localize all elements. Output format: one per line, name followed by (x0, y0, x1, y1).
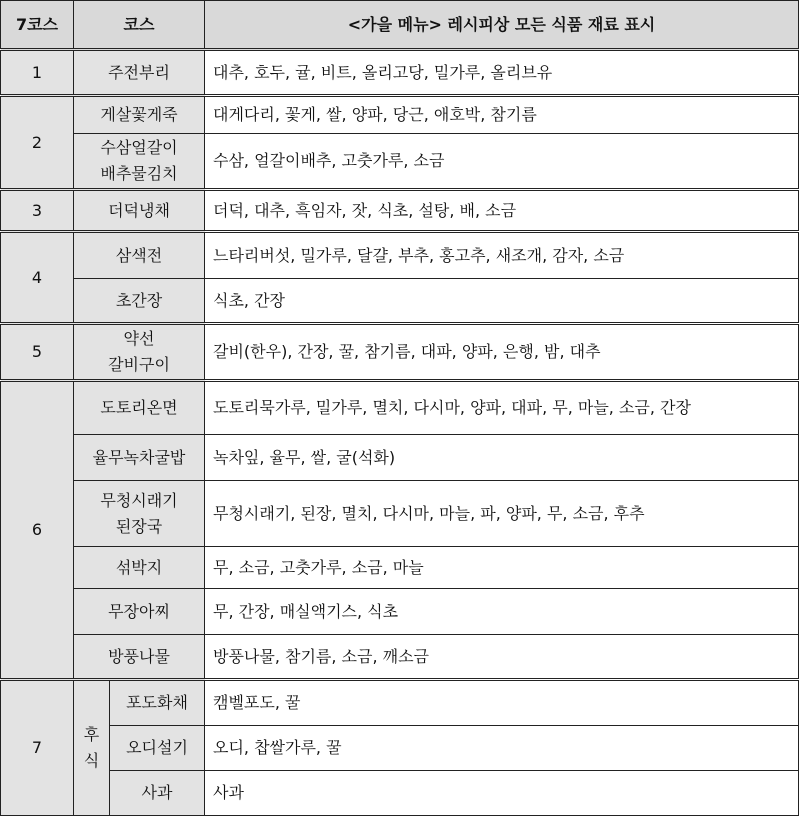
ingredients-cell: 대게다리, 꽃게, 쌀, 양파, 당근, 애호박, 참기름 (205, 96, 799, 134)
dish-name: 주전부리 (74, 50, 205, 96)
dish-name: 오디설기 (110, 726, 205, 771)
table-header-row (1, 1, 799, 50)
dish-name: 삼색전 (74, 232, 205, 279)
dish-name: 게살꽃게죽 (74, 96, 205, 134)
header-name: 코스 (74, 1, 205, 50)
table-row (1, 435, 799, 481)
ingredients-cell: 도토리묵가루, 밀가루, 멸치, 다시마, 양파, 대파, 무, 마늘, 소금, 간장 (205, 381, 799, 435)
dish-name: 도토리온면 (74, 381, 205, 435)
table-row (1, 726, 799, 771)
dish-name: 무장아찌 (74, 589, 205, 635)
course-number: 4 (1, 232, 74, 324)
table-row (1, 96, 799, 134)
ingredients-cell: 갈비(한우), 간장, 꿀, 참기름, 대파, 양파, 은행, 밤, 대추 (205, 324, 799, 381)
dessert-group-label: 후식 (74, 680, 110, 816)
table-row (1, 232, 799, 279)
ingredients-cell: 수삼, 얼갈이배추, 고춧가루, 소금 (205, 134, 799, 190)
dish-name: 율무녹차굴밥 (74, 435, 205, 481)
ingredients-cell: 더덕, 대추, 흑임자, 잣, 식초, 설탕, 배, 소금 (205, 190, 799, 232)
table-row (1, 134, 799, 190)
course-number: 6 (1, 381, 74, 680)
dish-name: 섞박지 (74, 547, 205, 589)
ingredients-cell: 사과 (205, 771, 799, 816)
header-course: 7코스 (1, 1, 74, 50)
course-number: 2 (1, 96, 74, 190)
ingredients-cell: 무청시래기, 된장, 멸치, 다시마, 마늘, 파, 양파, 무, 소금, 후추 (205, 481, 799, 547)
dish-name: 무청시래기 된장국 (74, 481, 205, 547)
table-row (1, 279, 799, 324)
course-number: 3 (1, 190, 74, 232)
course-number: 1 (1, 50, 74, 96)
table-row (1, 381, 799, 435)
dish-name: 수삼얼갈이 배추물김치 (74, 134, 205, 190)
table-row (1, 481, 799, 547)
table-row (1, 190, 799, 232)
table-row (1, 771, 799, 816)
dish-name: 약선 갈비구이 (74, 324, 205, 381)
dish-name: 초간장 (74, 279, 205, 324)
ingredients-cell: 방풍나물, 참기름, 소금, 깨소금 (205, 635, 799, 680)
ingredients-cell: 오디, 찹쌀가루, 꿀 (205, 726, 799, 771)
table-row (1, 50, 799, 96)
table-row (1, 324, 799, 381)
course-number: 5 (1, 324, 74, 381)
dish-name: 사과 (110, 771, 205, 816)
dish-name: 더덕냉채 (74, 190, 205, 232)
table-row (1, 547, 799, 589)
header-ingredients: <가을 메뉴> 레시피상 모든 식품 재료 표시 (205, 1, 799, 50)
dish-name: 방풍나물 (74, 635, 205, 680)
table-row (1, 680, 799, 726)
ingredients-cell: 느타리버섯, 밀가루, 달걀, 부추, 홍고추, 새조개, 감자, 소금 (205, 232, 799, 279)
ingredients-cell: 무, 간장, 매실액기스, 식초 (205, 589, 799, 635)
ingredients-cell: 무, 소금, 고춧가루, 소금, 마늘 (205, 547, 799, 589)
table-row (1, 589, 799, 635)
ingredients-cell: 캠벨포도, 꿀 (205, 680, 799, 726)
ingredients-cell: 녹차잎, 율무, 쌀, 굴(석화) (205, 435, 799, 481)
dish-name: 포도화채 (110, 680, 205, 726)
course-number: 7 (1, 680, 74, 816)
ingredients-cell: 식초, 간장 (205, 279, 799, 324)
ingredients-cell: 대추, 호두, 귤, 비트, 올리고당, 밀가루, 올리브유 (205, 50, 799, 96)
table-row (1, 635, 799, 680)
